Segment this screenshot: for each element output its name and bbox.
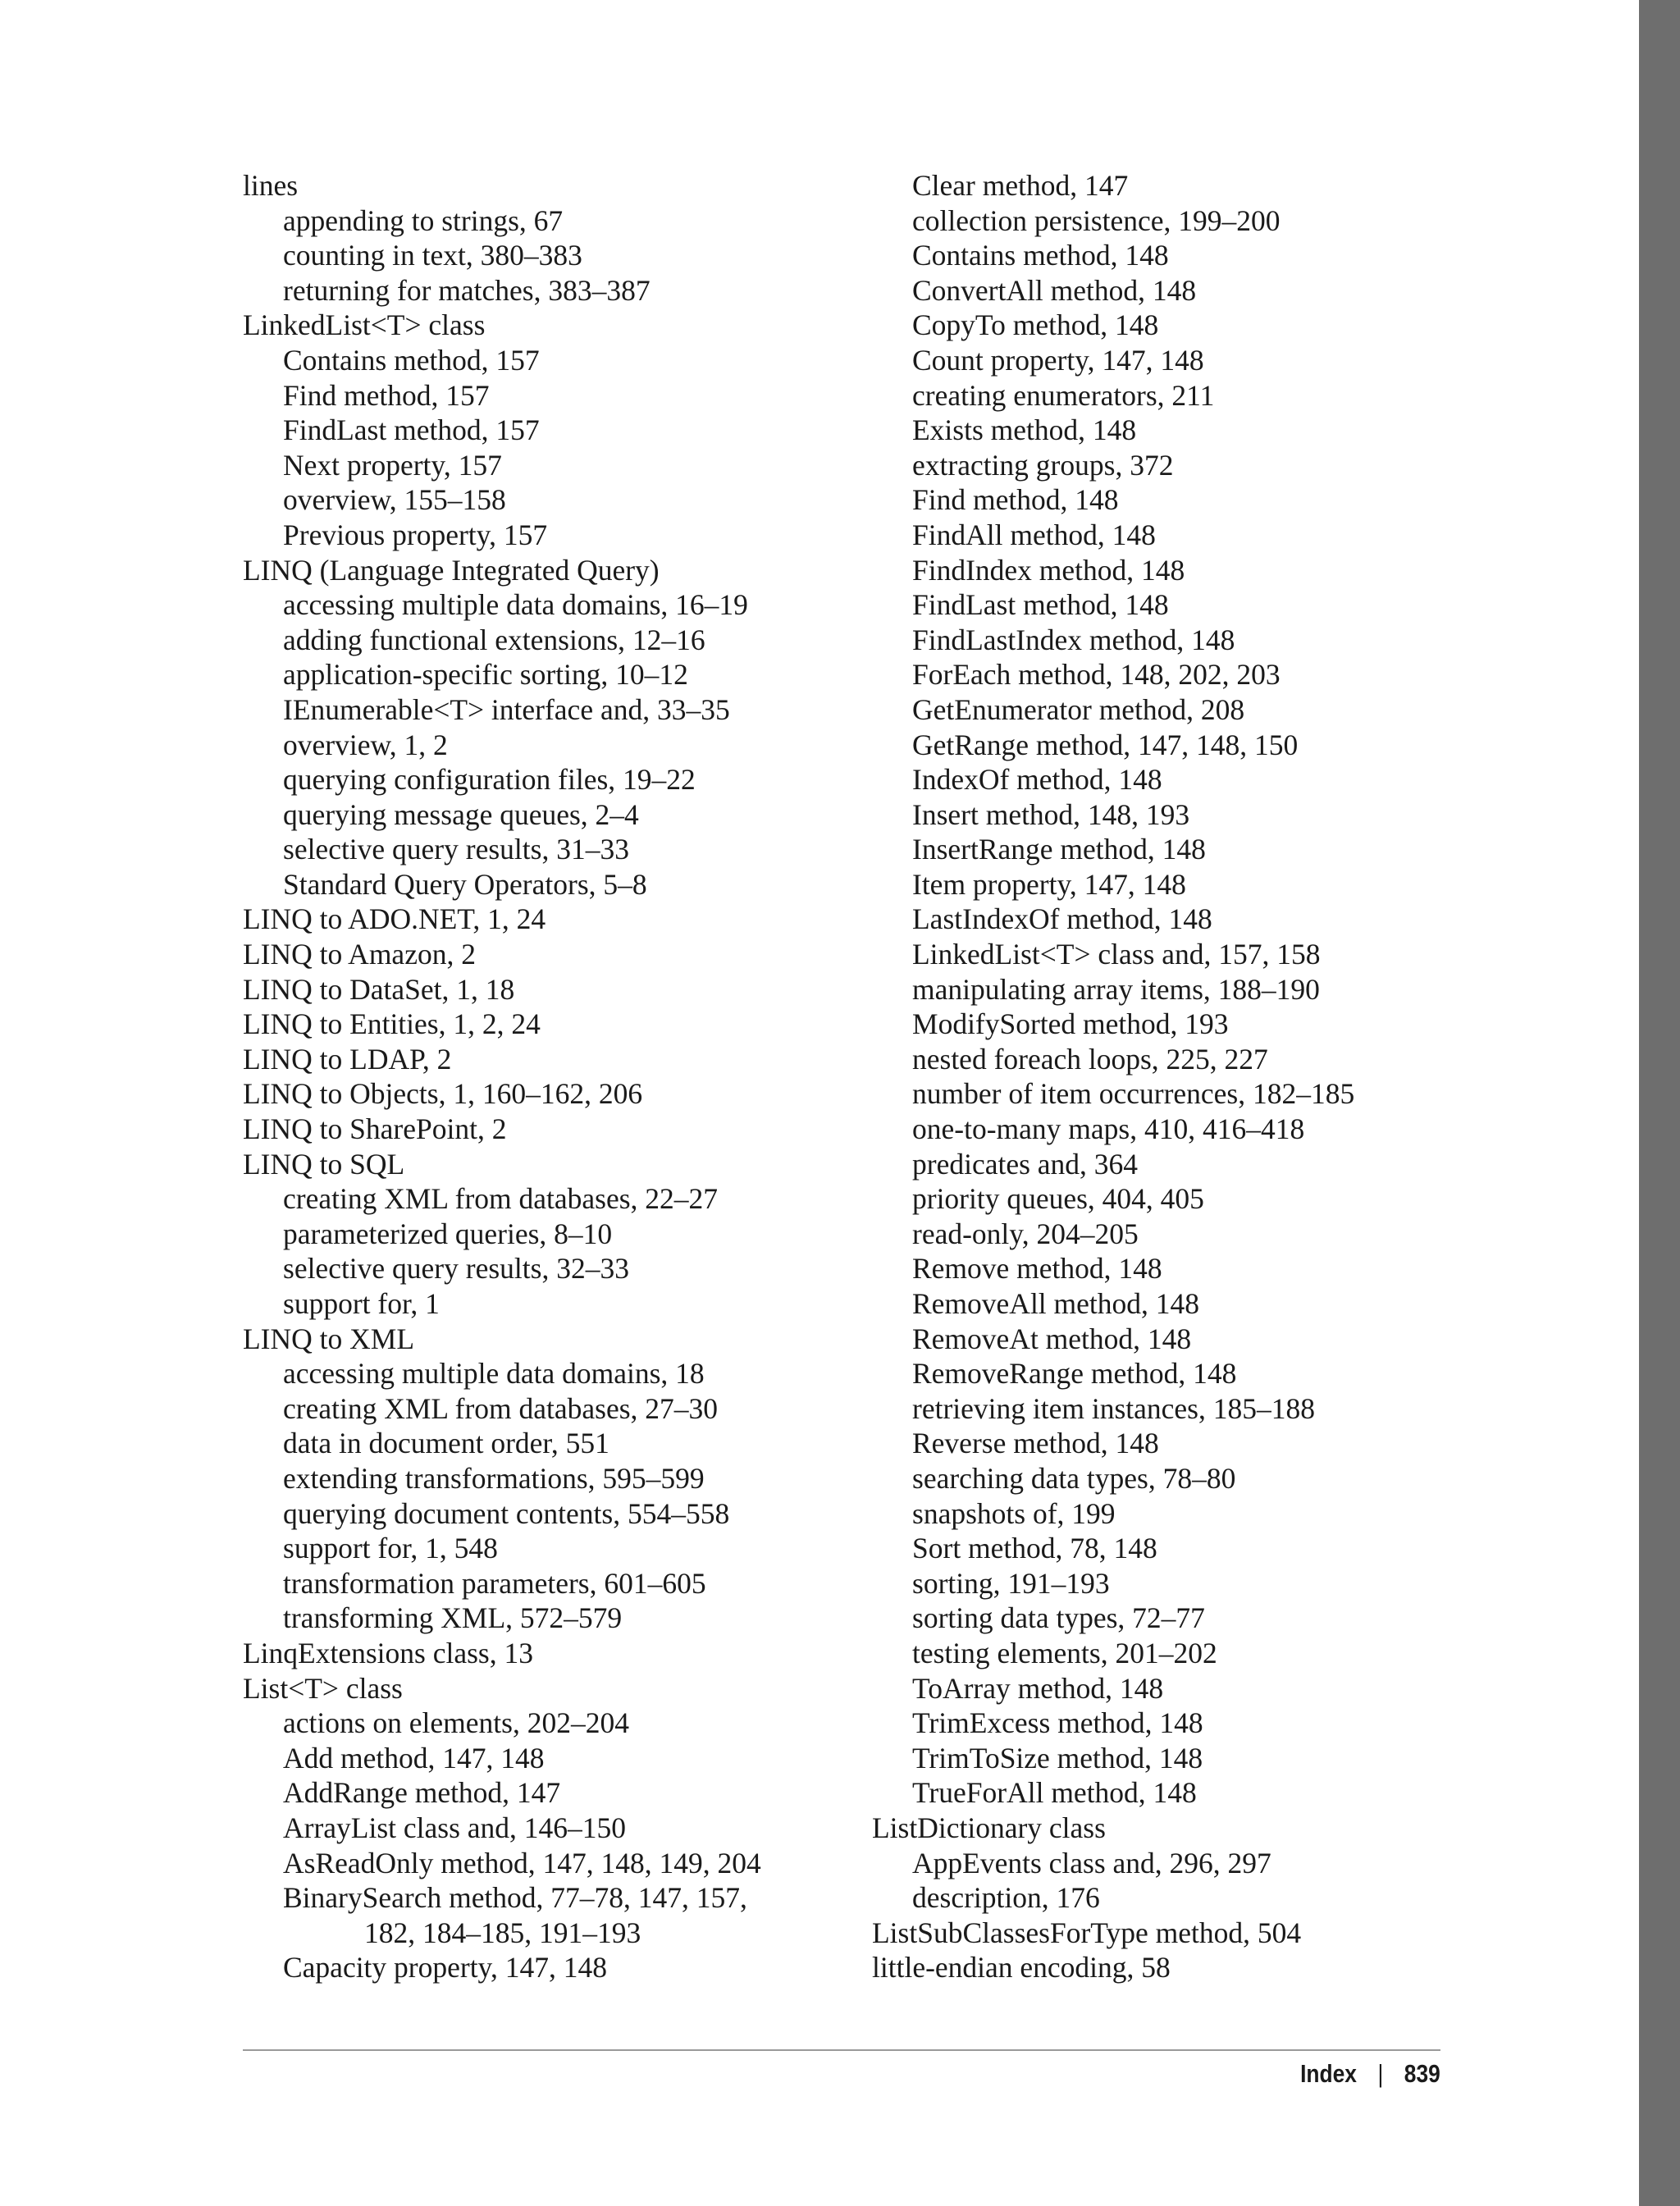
index-entry: LINQ (Language Integrated Query) (243, 553, 660, 587)
footer-rule (243, 2049, 1440, 2051)
index-subentry: support for, 1 (283, 1287, 440, 1320)
index-subentry: FindLast method, 157 (283, 413, 540, 447)
index-entry: LINQ to XML (243, 1322, 415, 1355)
index-subentry: AddRange method, 147 (283, 1776, 561, 1810)
footer-section-label: Index (1300, 2059, 1358, 2088)
index-subentry: support for, 1, 548 (283, 1532, 498, 1565)
index-subentry: FindLastIndex method, 148 (912, 623, 1235, 656)
index-subentry: parameterized queries, 8–10 (283, 1217, 613, 1250)
index-subentry: Insert method, 148, 193 (912, 797, 1190, 831)
index-entry: LinqExtensions class, 13 (243, 1636, 533, 1669)
index-subentry: Sort method, 78, 148 (912, 1532, 1157, 1565)
index-subentry: Capacity property, 147, 148 (283, 1951, 608, 1984)
index-subentry: creating enumerators, 211 (912, 378, 1215, 412)
index-subentry: Previous property, 157 (283, 518, 548, 551)
index-subentry: querying configuration files, 19–22 (283, 763, 696, 797)
index-subentry: returning for matches, 383–387 (283, 273, 651, 307)
index-subentry: description, 176 (912, 1881, 1100, 1915)
index-subentry: RemoveRange method, 148 (912, 1357, 1237, 1391)
index-subentry: sorting data types, 72–77 (912, 1601, 1205, 1635)
index-subentry: overview, 155–158 (283, 483, 506, 517)
index-subentry: Find method, 157 (283, 378, 490, 412)
page-footer (1300, 2058, 1440, 2090)
index-entry: little-endian encoding, 58 (872, 1951, 1171, 1984)
index-entry: LINQ to ADO.NET, 1, 24 (243, 902, 546, 936)
index-subentry: transformation parameters, 601–605 (283, 1566, 706, 1600)
index-subentry: AsReadOnly method, 147, 148, 149, 204 (283, 1846, 761, 1879)
index-subentry: GetRange method, 147, 148, 150 (912, 728, 1299, 761)
index-subentry: RemoveAll method, 148 (912, 1287, 1200, 1320)
index-subentry: one-to-many maps, 410, 416–418 (912, 1112, 1305, 1146)
index-subentry: GetEnumerator method, 208 (912, 692, 1245, 726)
index-subentry: Contains method, 157 (283, 343, 540, 377)
index-subentry: Exists method, 148 (912, 413, 1137, 447)
index-subentry: Standard Query Operators, 5–8 (283, 867, 647, 901)
index-subentry: FindAll method, 148 (912, 518, 1156, 551)
index-subentry: appending to strings, 67 (283, 203, 564, 237)
index-subentry: adding functional extensions, 12–16 (283, 623, 705, 656)
index-subentry: priority queues, 404, 405 (912, 1182, 1204, 1216)
index-subentry: transforming XML, 572–579 (283, 1601, 623, 1635)
index-entry: LINQ to LDAP, 2 (243, 1042, 452, 1076)
index-entry: LINQ to DataSet, 1, 18 (243, 972, 515, 1006)
index-subentry: creating XML from databases, 22–27 (283, 1182, 719, 1216)
index-column-left (243, 168, 866, 1985)
index-subentry: ModifySorted method, 193 (912, 1007, 1229, 1041)
index-subentry: Find method, 148 (912, 483, 1119, 517)
index-entry: LINQ to SQL (243, 1147, 405, 1181)
index-subentry: RemoveAt method, 148 (912, 1322, 1192, 1355)
index-entry: LINQ to Objects, 1, 160–162, 206 (243, 1077, 643, 1111)
index-subentry: testing elements, 201–202 (912, 1636, 1217, 1669)
index-entry: LinkedList<T> class (243, 308, 486, 342)
index-subentry: AppEvents class and, 296, 297 (912, 1846, 1271, 1879)
index-subentry: Count property, 147, 148 (912, 343, 1204, 377)
index-subentry: LinkedList<T> class and, 157, 158 (912, 938, 1321, 971)
index-subentry: FindLast method, 148 (912, 588, 1169, 622)
index-subentry: nested foreach loops, 225, 227 (912, 1042, 1268, 1076)
index-entry: LINQ to SharePoint, 2 (243, 1112, 507, 1146)
index-subentry: data in document order, 551 (283, 1427, 609, 1460)
index-subentry: read-only, 204–205 (912, 1217, 1139, 1250)
page-edge-bar (1639, 0, 1680, 2206)
index-subentry: Contains method, 148 (912, 239, 1169, 272)
index-subentry: accessing multiple data domains, 16–19 (283, 588, 748, 622)
index-subentry: ConvertAll method, 148 (912, 273, 1197, 307)
index-entry: List<T> class (243, 1671, 403, 1705)
index-subentry: ToArray method, 148 (912, 1671, 1164, 1705)
index-subentry: BinarySearch method, 77–78, 147, 157, (283, 1881, 747, 1915)
index-subentry: accessing multiple data domains, 18 (283, 1357, 705, 1391)
index-subentry: number of item occurrences, 182–185 (912, 1077, 1355, 1111)
index-subentry: predicates and, 364 (912, 1147, 1139, 1181)
index-subentry: searching data types, 78–80 (912, 1461, 1236, 1495)
index-subentry: extending transformations, 595–599 (283, 1461, 705, 1495)
index-subentry: TrueForAll method, 148 (912, 1776, 1197, 1810)
index-subentry: Item property, 147, 148 (912, 867, 1186, 901)
index-subentry: overview, 1, 2 (283, 728, 448, 761)
index-subentry: LastIndexOf method, 148 (912, 902, 1212, 936)
index-subentry: TrimToSize method, 148 (912, 1741, 1203, 1774)
index-subentry: creating XML from databases, 27–30 (283, 1391, 719, 1425)
index-subentry: actions on elements, 202–204 (283, 1706, 629, 1740)
index-subentry: ForEach method, 148, 202, 203 (912, 658, 1281, 692)
index-subentry: FindIndex method, 148 (912, 553, 1185, 587)
index-subentry: TrimExcess method, 148 (912, 1706, 1203, 1740)
index-subentry: InsertRange method, 148 (912, 833, 1206, 866)
index-subentry: CopyTo method, 148 (912, 308, 1159, 342)
index-subentry: querying message queues, 2–4 (283, 797, 639, 831)
index-subentry: extracting groups, 372 (912, 448, 1174, 482)
index-subentry: Clear method, 147 (912, 169, 1129, 202)
index-subentry: manipulating array items, 188–190 (912, 972, 1320, 1006)
index-subentry: Next property, 157 (283, 448, 502, 482)
index-subentry: snapshots of, 199 (912, 1496, 1116, 1530)
index-subentry: Add method, 147, 148 (283, 1741, 545, 1774)
index-subentry: selective query results, 32–33 (283, 1252, 629, 1286)
footer-separator: | (1377, 2059, 1384, 2088)
index-subentry: Remove method, 148 (912, 1252, 1162, 1286)
index-subentry: selective query results, 31–33 (283, 833, 629, 866)
index-subentry: IndexOf method, 148 (912, 763, 1162, 797)
index-continuation: 182, 184–185, 191–193 (364, 1916, 641, 1949)
index-column-right (872, 168, 1463, 1985)
index-subentry: collection persistence, 199–200 (912, 203, 1281, 237)
footer-page-number: 839 (1404, 2059, 1440, 2088)
index-subentry: ArrayList class and, 146–150 (283, 1811, 627, 1844)
index-subentry: querying document contents, 554–558 (283, 1496, 730, 1530)
index-entry: LINQ to Amazon, 2 (243, 938, 476, 971)
index-subentry: application-specific sorting, 10–12 (283, 658, 688, 692)
index-entry: ListSubClassesForType method, 504 (872, 1916, 1302, 1949)
index-subentry: sorting, 191–193 (912, 1566, 1110, 1600)
index-subentry: counting in text, 380–383 (283, 239, 582, 272)
index-subentry: IEnumerable<T> interface and, 33–35 (283, 692, 730, 726)
index-subentry: Reverse method, 148 (912, 1427, 1159, 1460)
index-entry: lines (243, 169, 299, 202)
index-entry: LINQ to Entities, 1, 2, 24 (243, 1007, 541, 1041)
index-subentry: retrieving item instances, 185–188 (912, 1391, 1315, 1425)
index-entry: ListDictionary class (872, 1811, 1106, 1844)
